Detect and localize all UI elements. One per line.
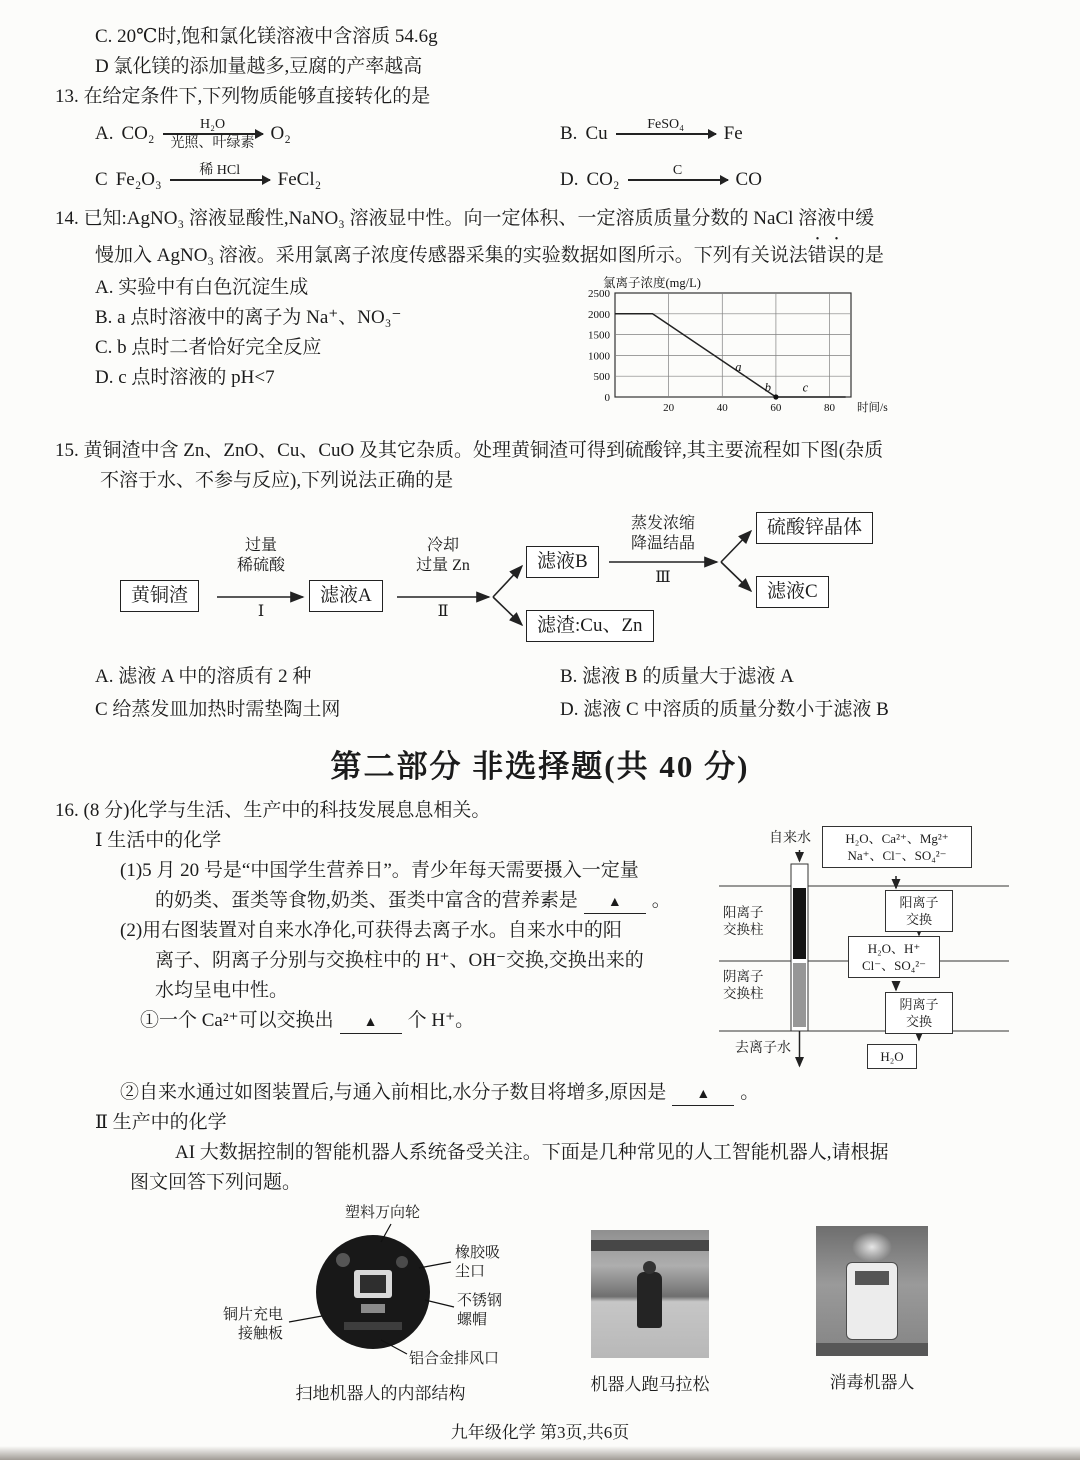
section2-title: 第二部分 非选择题(共 40 分)	[330, 749, 750, 784]
flow-box-filtrate-a: 滤液A	[309, 580, 383, 612]
q13-option-b	[560, 116, 1025, 152]
water-output-box: H₂O	[867, 1044, 917, 1069]
arrow-line	[163, 133, 263, 135]
arrow-line	[616, 133, 716, 135]
q16-text-column	[55, 826, 719, 1036]
sweeping-robot-art	[223, 1204, 538, 1372]
label-stainless-screw: 不锈钢 螺帽	[457, 1293, 503, 1328]
disinfection-photo	[816, 1226, 928, 1356]
q16-p3-line1: AI 大数据控制的智能机器人系统备受关注。下面是几种常见的人工智能机器人,请根据	[175, 1142, 889, 1163]
q16-p3-line2: 图文回答下列问题。	[130, 1172, 302, 1193]
robot-runner-shape	[637, 1272, 662, 1328]
option-label: B.	[560, 123, 578, 144]
reaction-arrow: H₂O 光照、叶绿素	[163, 116, 263, 152]
emphasized-word: 错误	[807, 245, 846, 266]
label-rubber-suction: 橡胶吸 尘口	[455, 1245, 501, 1280]
q15-stem-line2: 不溶于水、不参与反应),下列说法正确的是	[100, 470, 454, 491]
q14-body	[55, 273, 1025, 432]
fig3-caption: 消毒机器人	[829, 1373, 915, 1392]
answer-blank: ▲	[584, 893, 646, 914]
q16-sub1: ①一个 Ca²⁺可以交换出 ▲ 个 H⁺。	[55, 1006, 719, 1036]
label-universal-wheel: 塑料万向轮	[345, 1205, 421, 1221]
q13-option-c	[95, 162, 560, 198]
q13-options	[55, 116, 1025, 198]
marathon-robot-figure	[575, 1230, 725, 1395]
label-copper-contact: 铜片充电 接触板	[223, 1307, 284, 1342]
reaction-arrow: 稀 HCl	[170, 162, 270, 198]
q16-stem: 16. (8 分)化学与生活、生产中的科技发展息息相关。	[55, 800, 491, 821]
reaction-arrow: FeSO₄	[616, 116, 716, 152]
q13-option-a	[95, 116, 560, 152]
robot-body-shape	[846, 1262, 898, 1340]
product: Fe	[723, 123, 743, 144]
answer-blank: ▲	[340, 1013, 402, 1034]
svg-text:20: 20	[663, 402, 675, 414]
mid-ions-box: H₂O、H⁺ Cl⁻、SO₄²⁻	[848, 936, 940, 978]
page-footer: 九年级化学 第3页,共6页	[450, 1423, 630, 1442]
answer-blank: ▲	[672, 1085, 734, 1106]
q14-options	[55, 273, 525, 393]
anion-resin-fill	[793, 963, 806, 1027]
product: CO	[735, 169, 762, 190]
label-aluminum-vent: 铝合金排风口	[409, 1351, 500, 1367]
floor-shape	[816, 1343, 928, 1356]
product: FeCl₂	[277, 169, 322, 190]
q14-stem-line1: 14. 已知:AgNO₃ 溶液显酸性,NaNO₃ 溶液显中性。向一定体积、一定溶质质量分数的 NaCl 溶液中缓	[55, 208, 875, 229]
q15-option-d: D. 滤液 C 中溶质的质量分数小于滤液 B	[560, 699, 889, 720]
robot-figures	[55, 1204, 1025, 1406]
q16-p1-line2: 的奶类、蛋类等食物,奶类、蛋类中富含的营养素是 ▲ 。	[55, 886, 719, 916]
q15-option-a: A. 滤液 A 中的溶质有 2 种	[95, 666, 312, 687]
chart-canvas	[565, 275, 905, 427]
product: O₂	[270, 123, 291, 144]
chloride-concentration-chart	[565, 275, 905, 432]
svg-text:c: c	[802, 380, 809, 395]
svg-text:2500: 2500	[588, 288, 610, 300]
q13-stem: 13. 在给定条件下,下列物质能够直接转化的是	[55, 86, 431, 107]
fig1-caption: 扫地机器人的内部结构	[295, 1384, 466, 1403]
reactant: Cu	[585, 123, 608, 144]
arrow-line	[628, 179, 728, 181]
q16-row	[55, 826, 1025, 1078]
q12-option-d: D 氯化镁的添加量越多,豆腐的产率越高	[95, 56, 423, 77]
flow-box-filtrate-c: 滤液C	[756, 576, 829, 608]
flow-box-zinc-sulfate-crystal: 硫酸锌晶体	[756, 512, 873, 544]
tap-water-label: 自来水	[769, 831, 811, 846]
cation-resin-fill	[793, 888, 806, 959]
deionized-water-label: 去离子水	[735, 1041, 791, 1056]
arrow-line	[170, 179, 270, 181]
option-label: D.	[560, 169, 579, 190]
flow-arrow1-step: Ⅰ	[257, 603, 265, 620]
svg-text:40: 40	[716, 402, 728, 414]
q16-part2-title: Ⅱ 生产中的化学	[95, 1112, 227, 1133]
tap-water-ions-box: H₂O、Ca²⁺、Mg²⁺ Na⁺、Cl⁻、SO₄²⁻	[822, 826, 972, 868]
q16-p2-line3: 水均呈电中性。	[155, 980, 289, 1001]
sweeping-robot-figure	[223, 1204, 538, 1404]
fig2-caption: 机器人跑马拉松	[590, 1375, 710, 1394]
flow-box-brass-slag: 黄铜渣	[120, 580, 199, 612]
anion-column-label: 阴离子 交换柱	[723, 969, 764, 1001]
svg-text:0: 0	[604, 392, 610, 404]
q14-option-c: C. b 点时二者恰好完全反应	[95, 337, 322, 358]
q14-option-b: B. a 点时溶液中的离子为 Na⁺、NO₃⁻	[95, 307, 402, 328]
q13-option-d	[560, 162, 1025, 198]
flow-box-residue: 滤渣:Cu、Zn	[526, 610, 654, 642]
svg-text:a: a	[735, 360, 742, 375]
reactant: CO₂	[586, 169, 620, 190]
flow-arrow1-label: 过量 稀硫酸	[236, 537, 285, 574]
q16-p2-line1: (2)用右图装置对自来水净化,可获得去离子水。自来水中的阳	[120, 920, 622, 941]
svg-text:b: b	[764, 380, 771, 395]
disinfection-robot-figure	[797, 1226, 947, 1393]
svg-text:80: 80	[824, 402, 836, 414]
option-label: C	[95, 169, 108, 190]
svg-text:2000: 2000	[588, 308, 610, 321]
flow-box-filtrate-b: 滤液B	[526, 546, 599, 578]
q15-option-b: B. 滤液 B 的质量大于滤液 A	[560, 666, 794, 687]
q16-p2-line2: 离子、阴离子分别与交换柱中的 H⁺、OH⁻交换,交换出来的	[155, 950, 644, 971]
q12-option-c: C. 20℃时,饱和氯化镁溶液中含溶质 54.6g	[95, 26, 438, 47]
flow-arrow2-label: 冷却 过量 Zn	[416, 537, 470, 574]
svg-text:1000: 1000	[588, 350, 610, 363]
flow-arrow3-label: 蒸发浓缩 降温结晶	[630, 515, 695, 552]
flow-arrow2-step: Ⅱ	[437, 603, 449, 620]
svg-text:氯离子浓度(mg/L): 氯离子浓度(mg/L)	[603, 276, 701, 290]
q16-p1-line1: (1)5 月 20 号是“中国学生营养日”。青少年每天需要摄入一定量	[120, 860, 639, 881]
svg-text:1500: 1500	[588, 329, 610, 342]
reactant: Fe₂O₃	[115, 169, 162, 190]
q15-option-c: C 给蒸发皿加热时需垫陶土网	[95, 699, 341, 720]
q15-options	[55, 662, 1025, 725]
svg-text:500: 500	[593, 371, 610, 384]
svg-text:时间/s: 时间/s	[857, 402, 888, 414]
reaction-arrow: C	[628, 162, 728, 198]
q16-part1-title: Ⅰ 生活中的化学	[95, 830, 222, 851]
q15-stem-line1: 15. 黄铜渣中含 Zn、ZnO、Cu、CuO 及其它杂质。处理黄铜渣可得到硫酸锌,其主要流程如下图(杂质	[55, 440, 884, 461]
cation-exchange-box: 阳离子 交换	[885, 890, 953, 932]
marathon-photo	[591, 1230, 709, 1358]
reactant: CO₂	[121, 123, 155, 144]
q14-option-d: D. c 点时溶液的 pH<7	[95, 367, 275, 388]
sweeping-robot-diagram	[223, 1204, 538, 1372]
ion-exchange-diagram	[719, 826, 1019, 1078]
anion-exchange-box: 阴离子 交换	[885, 992, 953, 1034]
banner-shape	[591, 1240, 709, 1251]
flow-arrow3-step: Ⅲ	[655, 569, 671, 586]
cation-column-label: 阳离子 交换柱	[723, 905, 764, 937]
option-label: A.	[95, 123, 114, 144]
mist-shape	[852, 1232, 892, 1262]
svg-text:60: 60	[770, 402, 782, 414]
q14-option-a: A. 实验中有白色沉淀生成	[95, 277, 309, 298]
q16-sub2: ②自来水通过如图装置后,与通入前相比,水分子数目将增多,原因是 ▲ 。	[55, 1078, 1025, 1108]
q15-flow-diagram	[65, 500, 1015, 658]
q14-stem-line2: 慢加入 AgNO₃ 溶液。采用氯离子浓度传感器采集的实验数据如图所示。下列有关说法错误的是	[95, 245, 884, 266]
